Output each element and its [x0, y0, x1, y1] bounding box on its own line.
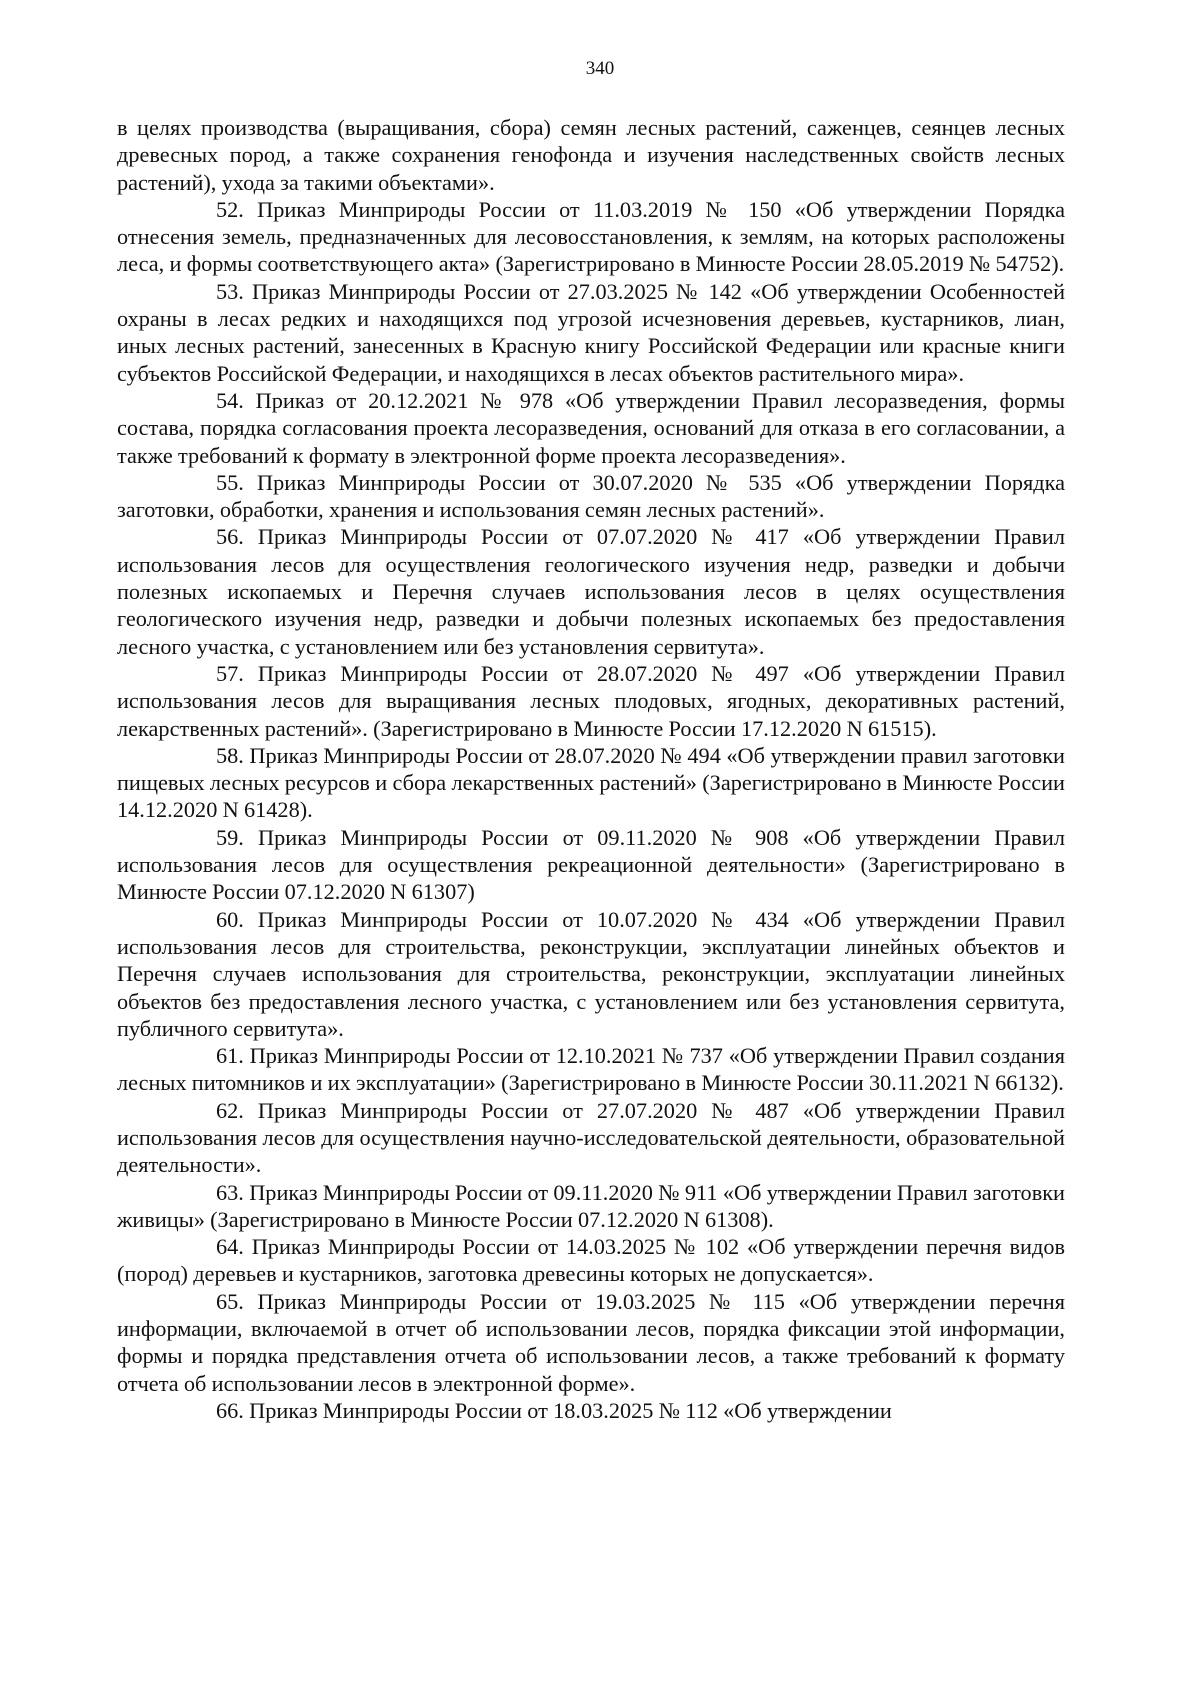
list-item-52: 52. Приказ Минприроды России от 11.03.2019 № 150 «Об утверждении Порядка отнесения земель, предназначенных для лесовосстановления, к землям, на которых расположены леса, и формы соответствующего акта» (Зарегистрировано в Минюсте России 28.05.2019 № 54752). — [117, 196, 1065, 277]
list-item-66: 66. Приказ Минприроды России от 18.03.2025 № 112 «Об утверждении — [216, 1397, 892, 1423]
list-item-59: 59. Приказ Минприроды России от 09.11.2020 № 908 «Об утверждении Правил использования лесов для осуществления рекреационной деятельности» (Зарегистрировано в Минюсте России 07.12.2020 N 61307) — [117, 824, 1065, 905]
list-item-55: 55. Приказ Минприроды России от 30.07.2020 № 535 «Об утверждении Порядка заготовки, обработки, хранения и использования семян лесных растений». — [117, 469, 1065, 523]
paragraph-continuation: в целях производства (выращивания, сбора) семян лесных растений, саженцев, сеянцев лесных древесных пород, а также сохранения генофонда и изучения наследственных свойств лесных растений), ухода за такими объектами». — [117, 115, 1065, 195]
list-item-61: 61. Приказ Минприроды России от 12.10.2021 № 737 «Об утверждении Правил создания лесных питомников и их эксплуатации» (Зарегистрировано в Минюсте России 30.11.2021 N 66132). — [117, 1043, 1065, 1096]
list-item-54: 54. Приказ от 20.12.2021 № 978 «Об утверждении Правил лесоразведения, формы состава, порядка согласования проекта лесоразведения, оснований для отказа в его согласовании, а также требований к формату в электронной форме проекта лесоразведения». — [117, 387, 1065, 468]
list-item-53: 53. Приказ Минприроды России от 27.03.2025 № 142 «Об утверждении Особенностей охраны в лесах редких и находящихся под угрозой исчезновения деревьев, кустарников, лиан, иных лесных растений, занесенных в Красную книгу Российской Федерации или красные книги субъектов Российской Федерации, и находящихся в лесах объектов растительного мира». — [117, 278, 1065, 386]
list-item-62: 62. Приказ Минприроды России от 27.07.2020 № 487 «Об утверждении Правил использования лесов для осуществления научно-исследовательской деятельности, образовательной деятельности». — [117, 1097, 1065, 1178]
list-item-64: 64. Приказ Минприроды России от 14.03.2025 № 102 «Об утверждении перечня видов (пород) деревьев и кустарников, заготовка древесины которых не допускается». — [117, 1234, 1065, 1287]
list-item-60: 60. Приказ Минприроды России от 10.07.2020 № 434 «Об утверждении Правил использования лесов для строительства, реконструкции, эксплуатации линейных объектов и Перечня случаев использования для строительства, реконструкции, эксплуатации линейных объектов без предоставления лесного участка, с установлением или без установления сервитута, публичного сервитута». — [117, 906, 1065, 1041]
list-item-58: 58. Приказ Минприроды России от 28.07.2020 № 494 «Об утверждении правил заготовки пищевых лесных ресурсов и сбора лекарственных растений» (Зарегистрировано в Минюсте России 14.12.2020 N 61428). — [117, 742, 1065, 823]
list-item-63: 63. Приказ Минприроды России от 09.11.2020 № 911 «Об утверждении Правил заготовки живицы» (Зарегистрировано в Минюсте России 07.12.2020 N 61308). — [117, 1179, 1065, 1232]
list-item-56: 56. Приказ Минприроды России от 07.07.2020 № 417 «Об утверждении Правил использования лесов для осуществления геологического изучения недр, разведки и добычи полезных ископаемых и Перечня случаев использования лесов в целях осуществления геологического изучения недр, разведки и добычи полезных ископаемых без предоставления лесного участка, с установлением или без установления сервитута». — [117, 524, 1065, 659]
document-body — [117, 114, 1065, 1424]
list-item-57: 57. Приказ Минприроды России от 28.07.2020 № 497 «Об утверждении Правил использования лесов для выращивания лесных плодовых, ягодных, декоративных растений, лекарственных растений». (Зарегистрировано в Минюсте России 17.12.2020 N 61515). — [117, 660, 1065, 741]
page-number: 340 — [585, 58, 615, 79]
list-item-65: 65. Приказ Минприроды России от 19.03.2025 № 115 «Об утверждении перечня информации, включаемой в отчет об использовании лесов, порядка фиксации этой информации, формы и порядка представления отчета об использовании лесов, а также требований к формату отчета об использовании лесов в электронной форме». — [117, 1288, 1065, 1396]
